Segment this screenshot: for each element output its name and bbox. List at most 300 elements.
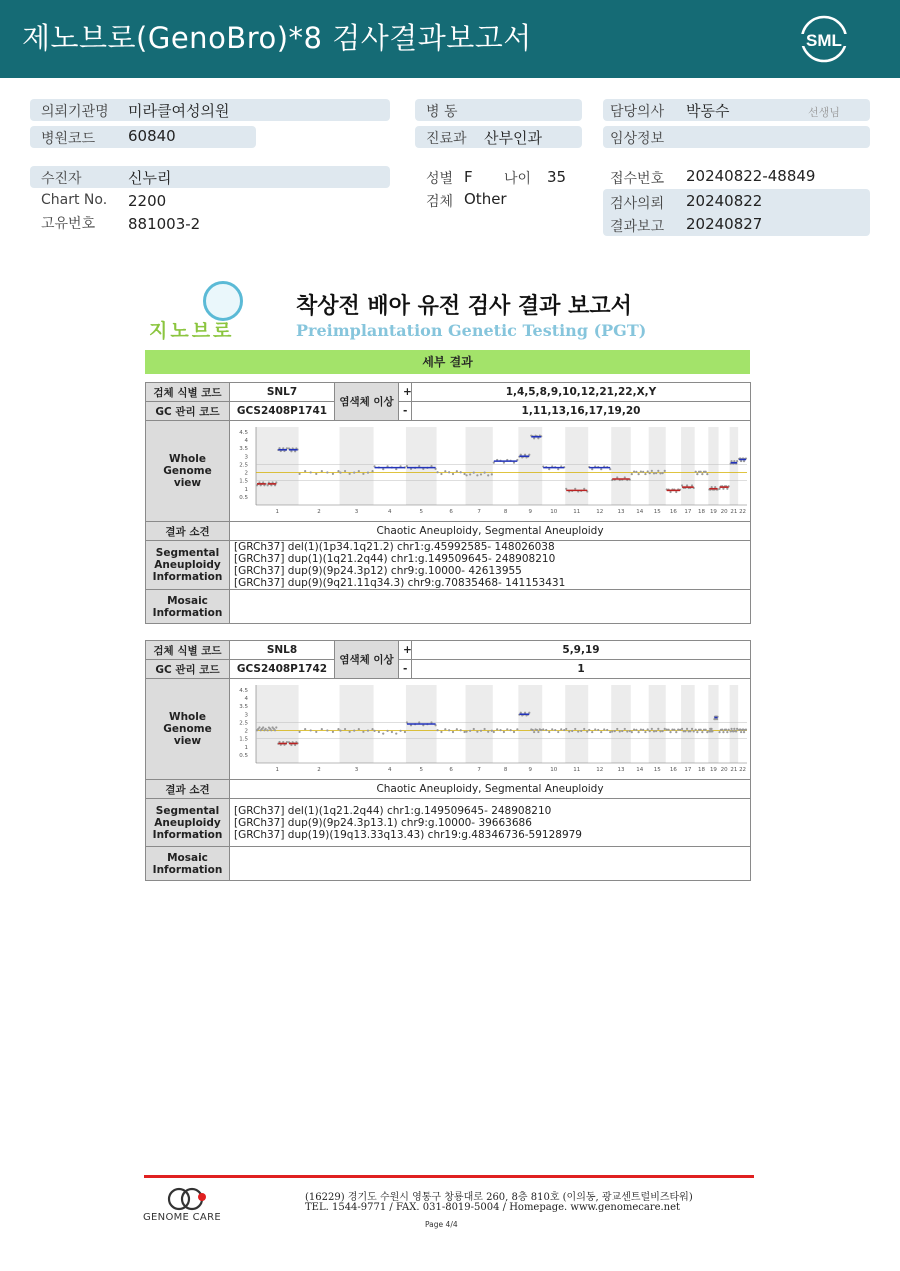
copy-number-point <box>631 731 633 733</box>
copy-number-point <box>705 729 707 731</box>
genome-care-name: GENOME CARE <box>143 1212 221 1223</box>
gain-chromosomes: 1,4,5,8,9,10,12,21,22,X,Y <box>412 383 751 402</box>
copy-number-point <box>706 731 708 733</box>
copy-number-point <box>603 728 605 730</box>
copy-number-point <box>491 730 493 732</box>
chrom-abn-label: 염색체 이상 <box>335 383 399 421</box>
chromosome-label: 6 <box>449 767 453 773</box>
copy-number-point <box>267 729 269 731</box>
copy-number-point <box>452 473 454 475</box>
chromosome-label: 16 <box>669 509 677 515</box>
copy-number-point <box>452 731 454 733</box>
age-label: 나이 <box>504 171 532 187</box>
copy-number-point <box>640 728 642 730</box>
whole-genome-plot <box>234 421 753 518</box>
chromosome-label: 1 <box>275 509 280 515</box>
copy-number-point <box>373 730 375 732</box>
copy-number-point <box>657 470 659 472</box>
chromosome-label: 14 <box>636 509 644 515</box>
copy-number-point <box>696 473 698 475</box>
copy-number-point <box>565 728 567 730</box>
copy-number-point <box>436 729 438 731</box>
copy-number-point <box>476 731 478 733</box>
copy-number-point <box>730 460 732 462</box>
ward-label: 병 동 <box>426 104 458 120</box>
copy-number-point <box>681 484 683 486</box>
copy-number-point <box>661 730 663 732</box>
copy-number-point <box>718 731 720 733</box>
footer-divider <box>144 1175 754 1178</box>
copy-number-point <box>664 728 666 730</box>
copy-number-point <box>626 730 628 732</box>
sex-value: F <box>464 168 473 186</box>
copy-number-point <box>510 729 512 731</box>
copy-number-point <box>735 730 737 732</box>
copy-number-point <box>353 472 355 474</box>
chromosome-label: 7 <box>477 509 481 515</box>
segmental-line: [GRCh37] dup(9)(9p24.3p13.1) chr9:g.10000- 39663686 <box>234 816 532 829</box>
chromosome-label: 19 <box>709 767 717 773</box>
sample-table-1 <box>145 382 751 624</box>
y-tick-label: 3 <box>244 712 248 719</box>
copy-number-point <box>606 729 608 731</box>
subject-label: 수진자 <box>41 171 82 187</box>
mosaic-value <box>230 847 751 881</box>
footer-contact: TEL. 1544-9771 / FAX. 031-8019-5004 / Homepage. www.genomecare.net <box>305 1202 681 1213</box>
pgt-title-korean: 착상전 배아 유전 검사 결과 보고서 <box>296 294 632 319</box>
copy-number-point <box>339 730 341 732</box>
chromosome-label: 21 <box>730 509 738 515</box>
specimen-label: 검체 <box>426 194 454 210</box>
clinical-label: 임상정보 <box>610 131 665 147</box>
copy-number-point <box>304 470 306 472</box>
copy-number-point <box>436 471 438 473</box>
copy-number-point <box>258 726 260 728</box>
chart-value: 2200 <box>128 192 167 210</box>
chromosome-band <box>730 427 739 505</box>
chromosome-band <box>611 427 631 505</box>
sample-table-2 <box>145 640 751 881</box>
copy-number-point <box>399 730 401 732</box>
chromosome-label: 18 <box>698 509 706 515</box>
copy-number-point <box>483 472 485 474</box>
gain-chromosomes: 5,9,19 <box>412 641 751 660</box>
copy-number-point <box>706 473 708 475</box>
copy-number-point <box>669 491 671 493</box>
y-tick-label: 0.5 <box>239 752 248 759</box>
copy-number-point <box>693 730 695 732</box>
copy-number-point <box>661 472 663 474</box>
sample-id-value: SNL7 <box>230 383 335 402</box>
copy-number-point <box>633 728 635 730</box>
copy-number-point <box>496 728 498 730</box>
y-tick-label: 2.5 <box>239 462 248 469</box>
copy-number-point <box>640 470 642 472</box>
copy-number-point <box>362 731 364 733</box>
chromosome-label: 5 <box>419 767 424 773</box>
page-number: Page 4/4 <box>425 1220 458 1229</box>
chromosome-label: 11 <box>573 509 581 515</box>
copy-number-point <box>609 731 611 733</box>
copy-number-point <box>588 729 590 731</box>
copy-number-point <box>339 472 341 474</box>
report-title: 제노브로(GenoBro)*8 검사결과보고서 <box>22 21 532 55</box>
copy-number-point <box>358 728 360 730</box>
sample-id-value: SNL8 <box>230 641 335 660</box>
chromosome-band <box>565 685 588 763</box>
loss-sign: - <box>399 660 412 679</box>
copy-number-point <box>700 729 702 731</box>
copy-number-point <box>633 470 635 472</box>
subject-row-bg <box>30 166 390 188</box>
result-label: 결과 소견 <box>146 522 230 541</box>
result-label: 결과 소견 <box>146 780 230 799</box>
copy-number-point <box>730 728 732 730</box>
copy-number-point <box>476 474 478 476</box>
copy-number-point <box>506 728 508 730</box>
copy-number-point <box>642 471 644 473</box>
genobro-logo-text: 지노브로 <box>149 320 235 342</box>
chromosome-label: 9 <box>528 767 533 773</box>
y-tick-label: 2 <box>244 728 248 735</box>
copy-number-point <box>371 728 373 730</box>
y-tick-label: 1 <box>244 486 248 493</box>
copy-number-point <box>491 473 493 475</box>
copy-number-point <box>326 729 328 731</box>
copy-number-point <box>463 473 465 475</box>
report-header <box>0 0 900 78</box>
copy-number-point <box>493 731 495 733</box>
chromosome-band <box>256 427 299 505</box>
detail-results-header: 세부 결과 <box>145 350 750 374</box>
chromosome-label: 15 <box>653 767 661 773</box>
chromosome-band <box>708 427 718 505</box>
copy-number-point <box>677 729 679 731</box>
loss-chromosomes: 1 <box>412 660 751 679</box>
copy-number-point <box>635 471 637 473</box>
copy-number-point <box>378 731 380 733</box>
copy-number-point <box>586 730 588 732</box>
copy-number-point <box>473 472 475 474</box>
copy-number-point <box>565 488 567 490</box>
copy-number-point <box>554 729 556 731</box>
copy-number-point <box>395 732 397 734</box>
copy-number-point <box>725 729 727 731</box>
copy-number-point <box>483 728 485 730</box>
copy-number-point <box>675 731 677 733</box>
copy-number-point <box>571 730 573 732</box>
copy-number-point <box>583 728 585 730</box>
copy-number-point <box>503 731 505 733</box>
copy-number-point <box>542 728 544 730</box>
copy-number-point <box>718 488 720 490</box>
copy-number-point <box>469 473 471 475</box>
hospital-code-label: 병원코드 <box>41 131 96 147</box>
uid-label: 고유번호 <box>41 216 96 232</box>
copy-number-point <box>733 460 735 462</box>
dept-value: 산부인과 <box>484 129 542 147</box>
copy-number-point <box>533 731 535 733</box>
doctor-suffix: 선생님 <box>808 106 840 119</box>
y-tick-label: 2.5 <box>239 720 248 727</box>
chromosome-band <box>256 685 299 763</box>
segmental-label: Segmental Aneuploidy Information <box>146 799 230 847</box>
chromosome-label: 3 <box>354 767 359 773</box>
pgt-title-english: Preimplantation Genetic Testing (PGT) <box>296 321 647 340</box>
gc-code-label: GC 관리 코드 <box>146 402 230 421</box>
copy-number-point <box>655 730 657 732</box>
copy-number-point <box>642 729 644 731</box>
copy-number-point <box>465 474 467 476</box>
specimen-value: Other <box>464 190 507 208</box>
chromosome-label: 12 <box>596 509 604 515</box>
copy-number-point <box>726 488 728 490</box>
copy-number-point <box>337 470 339 472</box>
copy-number-point <box>362 473 364 475</box>
copy-number-point <box>332 473 334 475</box>
chromosome-band <box>649 685 666 763</box>
copy-number-point <box>728 729 730 731</box>
doctor-label: 담당의사 <box>610 104 665 120</box>
copy-number-point <box>591 731 593 733</box>
copy-number-point <box>681 728 683 730</box>
chromosome-label: 20 <box>720 767 728 773</box>
genome-view-cell <box>230 679 751 780</box>
segmental-label: Segmental Aneuploidy Information <box>146 541 230 590</box>
copy-number-point <box>463 731 465 733</box>
copy-number-point <box>629 730 631 732</box>
chromosome-label: 8 <box>503 509 508 515</box>
chromosome-label: 20 <box>720 509 728 515</box>
copy-number-point <box>344 470 346 472</box>
copy-number-point <box>691 728 693 730</box>
result-value: Chaotic Aneuploidy, Segmental Aneuploidy <box>230 780 751 799</box>
chromosome-label: 22 <box>739 509 747 515</box>
chromosome-band <box>466 427 493 505</box>
copy-number-point <box>440 731 442 733</box>
copy-number-point <box>701 731 703 733</box>
copy-number-point <box>671 729 673 731</box>
copy-number-point <box>679 729 681 731</box>
genome-view-cell <box>230 421 751 522</box>
segmental-line: [GRCh37] dup(19)(19q13.33q13.43) chr19:g.48346736-59128979 <box>234 828 582 841</box>
copy-number-point <box>456 728 458 730</box>
copy-number-point <box>621 730 623 732</box>
copy-number-point <box>448 729 450 731</box>
copy-number-point <box>600 468 602 470</box>
mosaic-label: Mosaic Information <box>146 847 230 881</box>
footer-address: (16229) 경기도 수원시 영통구 창룡대로 260, 8층 810호 (이의동, 광교센트럴비즈타워) <box>305 1192 693 1203</box>
copy-number-point <box>649 472 651 474</box>
copy-number-point <box>448 471 450 473</box>
copy-number-point <box>740 731 742 733</box>
copy-number-point <box>726 731 728 733</box>
chromosome-label: 10 <box>550 767 558 773</box>
chromosome-label: 13 <box>617 767 625 773</box>
copy-number-point <box>743 460 745 462</box>
chromosome-band <box>518 685 542 763</box>
chromosome-band <box>708 685 718 763</box>
chromosome-band <box>681 427 695 505</box>
chromosome-band <box>649 427 666 505</box>
gain-sign: + <box>399 641 412 660</box>
copy-number-point <box>730 730 732 732</box>
copy-number-point <box>473 728 475 730</box>
copy-number-point <box>298 731 300 733</box>
copy-number-point <box>337 728 339 730</box>
genome-care-logo-icon <box>164 1186 210 1212</box>
copy-number-point <box>691 484 693 486</box>
chromosome-band <box>730 685 739 763</box>
copy-number-point <box>716 718 718 720</box>
chromosome-label: 22 <box>739 767 747 773</box>
gc-code-value: GCS2408P1742 <box>230 660 335 679</box>
copy-number-point <box>635 729 637 731</box>
result-value: Chaotic Aneuploidy, Segmental Aneuploidy <box>230 522 751 541</box>
copy-number-point <box>310 471 312 473</box>
copy-number-point <box>487 474 489 476</box>
copy-number-point <box>619 730 621 732</box>
copy-number-point <box>624 728 626 730</box>
y-tick-label: 1 <box>244 744 248 751</box>
request-date-value: 20240822 <box>686 192 763 210</box>
chromosome-label: 19 <box>709 509 717 515</box>
copy-number-point <box>655 472 657 474</box>
org-value: 미라클여성의원 <box>128 102 230 120</box>
copy-number-point <box>344 728 346 730</box>
chromosome-label: 13 <box>617 509 625 515</box>
copy-number-point <box>631 473 633 475</box>
copy-number-point <box>262 726 264 728</box>
copy-number-point <box>647 728 649 730</box>
chromosome-label: 10 <box>550 509 558 515</box>
chromosome-label: 6 <box>449 509 453 515</box>
segmental-line: [GRCh37] del(1)(1q21.2q44) chr1:g.149509645- 248908210 <box>234 804 552 817</box>
copy-number-point <box>616 728 618 730</box>
copy-number-point <box>386 730 388 732</box>
copy-number-point <box>310 729 312 731</box>
copy-number-point <box>560 728 562 730</box>
copy-number-point <box>545 729 547 731</box>
y-tick-label: 3.5 <box>239 704 248 711</box>
gain-sign: + <box>399 383 412 402</box>
y-tick-label: 3.5 <box>239 446 248 453</box>
copy-number-point <box>614 730 616 732</box>
copy-number-point <box>321 728 323 730</box>
copy-number-point <box>666 729 668 731</box>
chart-label: Chart No. <box>41 192 108 208</box>
y-tick-label: 4.5 <box>239 429 248 436</box>
chromosome-label: 18 <box>698 767 706 773</box>
copy-number-point <box>594 728 596 730</box>
chromosome-label: 12 <box>596 767 604 773</box>
y-tick-label: 4 <box>244 438 248 444</box>
copy-number-point <box>274 729 276 731</box>
copy-number-point <box>736 728 738 730</box>
copy-number-point <box>574 728 576 730</box>
segmental-line: [GRCh37] dup(9)(9q21.11q34.3) chr9:g.70835468- 141153431 <box>234 577 566 589</box>
copy-number-point <box>321 470 323 472</box>
report-date-label: 결과보고 <box>610 219 665 235</box>
segmental-info <box>230 799 751 847</box>
chromosome-band <box>565 427 588 505</box>
mosaic-value <box>230 590 751 624</box>
copy-number-point <box>743 731 745 733</box>
copy-number-point <box>616 476 618 478</box>
copy-number-point <box>480 730 482 732</box>
segmental-line: [GRCh37] dup(1)(1q21.2q44) chr1:g.149509645- 248908210 <box>234 553 556 565</box>
y-tick-label: 0.5 <box>239 494 248 501</box>
copy-number-point <box>651 728 653 730</box>
copy-number-point <box>675 491 677 493</box>
copy-number-point <box>739 728 741 730</box>
copy-number-point <box>391 731 393 733</box>
y-tick-label: 4 <box>244 696 248 702</box>
copy-number-point <box>733 728 735 730</box>
chromosome-label: 4 <box>387 767 392 773</box>
copy-number-point <box>638 473 640 475</box>
report-date-value: 20240827 <box>686 215 763 233</box>
y-tick-label: 1.5 <box>239 736 248 743</box>
copy-number-point <box>668 729 670 731</box>
copy-number-point <box>548 731 550 733</box>
copy-number-point <box>404 731 406 733</box>
copy-number-point <box>686 728 688 730</box>
copy-number-point <box>371 470 373 472</box>
chromosome-label: 5 <box>419 509 424 515</box>
copy-number-point <box>732 730 734 732</box>
copy-number-point <box>624 476 626 478</box>
copy-number-point <box>304 728 306 730</box>
age-value: 35 <box>547 168 567 186</box>
copy-number-point <box>659 472 661 474</box>
copy-number-point <box>684 730 686 732</box>
copy-number-point <box>649 730 651 732</box>
chromosome-band <box>466 685 493 763</box>
chromosome-label: 17 <box>684 767 692 773</box>
chromosome-label: 14 <box>636 767 644 773</box>
copy-number-point <box>695 729 697 731</box>
copy-number-point <box>563 729 565 731</box>
copy-number-point <box>705 471 707 473</box>
loss-chromosomes: 1,11,13,16,17,19,20 <box>412 402 751 421</box>
copy-number-point <box>557 731 559 733</box>
copy-number-point <box>695 471 697 473</box>
copy-number-point <box>469 730 471 732</box>
copy-number-point <box>597 729 599 731</box>
copy-number-point <box>721 729 723 731</box>
copy-number-point <box>499 729 501 731</box>
copy-number-point <box>367 729 369 731</box>
receipt-label: 접수번호 <box>610 171 665 187</box>
copy-number-point <box>275 726 277 728</box>
org-label: 의뢰기관명 <box>41 104 109 120</box>
copy-number-point <box>659 730 661 732</box>
chromosome-band <box>339 427 373 505</box>
sex-label: 성별 <box>426 171 454 187</box>
chromosome-band <box>681 685 695 763</box>
y-tick-label: 1.5 <box>239 478 248 485</box>
copy-number-point <box>465 731 467 733</box>
chromosome-label: 2 <box>317 509 321 515</box>
copy-number-point <box>315 731 317 733</box>
copy-number-point <box>480 473 482 475</box>
copy-number-point <box>740 460 742 462</box>
chromosome-label: 1 <box>275 767 280 773</box>
sample-id-label: 검체 식별 코드 <box>146 383 230 402</box>
copy-number-point <box>353 730 355 732</box>
copy-number-point <box>298 473 300 475</box>
